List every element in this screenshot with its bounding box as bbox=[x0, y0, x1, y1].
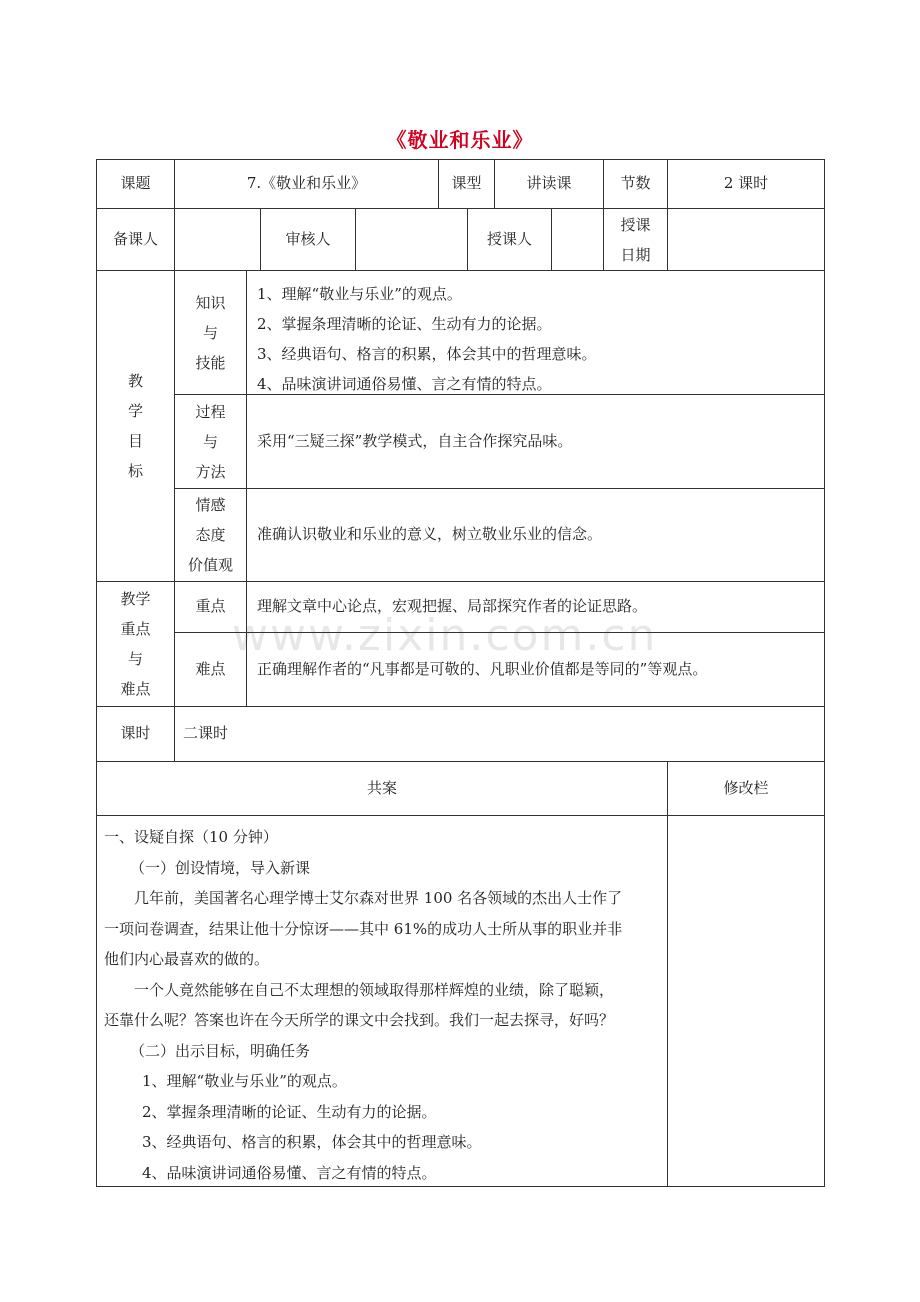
paragraph-line: 一个人竟然能够在自己不太理想的领域取得那样辉煌的业绩，除了聪颖， bbox=[134, 980, 615, 999]
hours-label: 课时 bbox=[96, 706, 175, 762]
objective-item: 3、经典语句、格言的积累，体会其中的哲理意味。 bbox=[142, 1133, 482, 1151]
count-value: 2 课时 bbox=[667, 159, 825, 209]
topic-label: 课题 bbox=[96, 159, 175, 209]
document-title: 《敬业和乐业》 bbox=[386, 128, 534, 152]
teacher-value bbox=[551, 208, 604, 271]
paragraph-line: 他们内心最喜欢的做的。 bbox=[104, 950, 270, 968]
topic-value: 7.《敬业和乐业》 bbox=[174, 159, 439, 209]
revision-column-header: 修改栏 bbox=[667, 761, 825, 816]
date-label: 授课 日期 bbox=[603, 208, 668, 271]
prep-label: 备课人 bbox=[96, 208, 175, 271]
process-label: 过程 与 方法 bbox=[174, 394, 247, 489]
prep-value bbox=[174, 208, 261, 271]
key-text: 理解文章中心论点，宏观把握、局部探究作者的论证思路。 bbox=[246, 581, 825, 633]
emotion-label: 情感 态度 价值观 bbox=[174, 488, 247, 582]
objective-item: 4、品味演讲词通俗易懂、言之有情的特点。 bbox=[142, 1163, 437, 1182]
subsection-heading: （一）创设情境，导入新课 bbox=[130, 858, 311, 877]
hard-text: 正确理解作者的“凡事都是可敬的、凡职业价值都是等同的”等观点。 bbox=[246, 632, 825, 707]
knowledge-item: 4、品味演讲词通俗易懂、言之有情的特点。 bbox=[257, 375, 552, 393]
subsection-heading: （二）出示目标，明确任务 bbox=[130, 1041, 311, 1060]
goals-label: 教 学 目 标 bbox=[96, 270, 175, 582]
count-label: 节数 bbox=[603, 159, 668, 209]
review-value bbox=[355, 208, 468, 271]
revision-column-body bbox=[667, 815, 825, 1187]
section-heading: 一、设疑自探（10 分钟） bbox=[104, 828, 278, 846]
hard-label: 难点 bbox=[174, 632, 247, 707]
type-value: 讲读课 bbox=[494, 159, 604, 209]
shared-plan-header: 共案 bbox=[96, 761, 668, 816]
key-label: 重点 bbox=[174, 581, 247, 633]
teacher-label: 授课人 bbox=[467, 208, 552, 271]
review-label: 审核人 bbox=[260, 208, 356, 271]
knowledge-item: 2、掌握条理清晰的论证、生动有力的论据。 bbox=[257, 315, 552, 333]
paragraph-line: 还靠什么呢？答案也许在今天所学的课文中会找到。我们一起去探寻，好吗？ bbox=[104, 1011, 615, 1029]
knowledge-item: 1、理解“敬业与乐业”的观点。 bbox=[257, 285, 462, 303]
paragraph-line: 一项问卷调查，结果让他十分惊讶——其中 61%的成功人士所从事的职业并非 bbox=[104, 919, 623, 938]
objective-item: 1、理解“敬业与乐业”的观点。 bbox=[142, 1072, 347, 1090]
keypoints-label: 教学 重点 与 难点 bbox=[96, 581, 175, 707]
emotion-text: 准确认识敬业和乐业的意义，树立敬业乐业的信念。 bbox=[246, 488, 825, 582]
objective-item: 2、掌握条理清晰的论证、生动有力的论据。 bbox=[142, 1102, 437, 1121]
type-label: 课型 bbox=[438, 159, 495, 209]
watermark: www.zixin.com.cn bbox=[232, 610, 658, 661]
knowledge-label: 知识 与 技能 bbox=[174, 270, 247, 395]
process-text: 采用“三疑三探”教学模式，自主合作探究品味。 bbox=[246, 394, 825, 489]
paragraph-line: 几年前，美国著名心理学博士艾尔森对世界 100 名各领域的杰出人士作了 bbox=[134, 889, 623, 907]
knowledge-text bbox=[246, 270, 825, 395]
date-value bbox=[667, 208, 825, 271]
knowledge-item: 3、经典语句、格言的积累，体会其中的哲理意味。 bbox=[257, 345, 597, 363]
hours-value: 二课时 bbox=[174, 706, 825, 762]
lesson-content bbox=[104, 822, 660, 1188]
